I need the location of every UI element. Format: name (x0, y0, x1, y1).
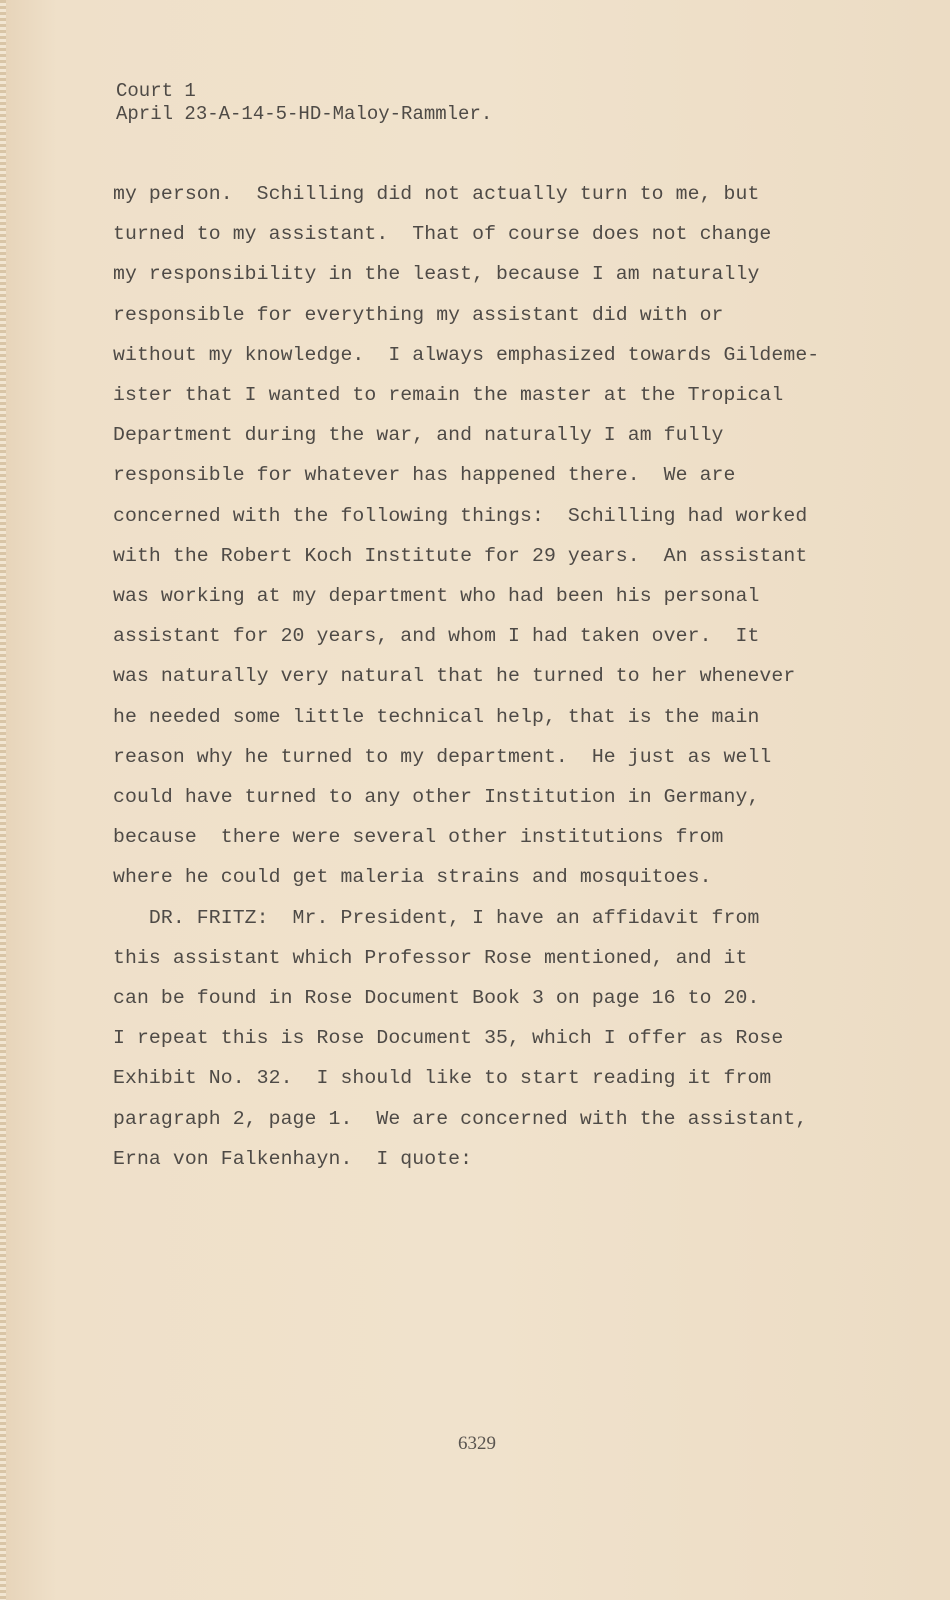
transcript-line: with the Robert Koch Institute for 29 years. An assistant (113, 544, 808, 567)
transcript-line: this assistant which Professor Rose mentioned, and it (113, 946, 748, 969)
transcript-line: DR. FRITZ: Mr. President, I have an affidavit from (113, 906, 760, 929)
court-label: Court 1 (116, 80, 196, 102)
transcript-line: assistant for 20 years, and whom I had taken over. It (113, 625, 760, 648)
transcript-line: was working at my department who had been his personal (113, 585, 760, 607)
transcript-line: reason why he turned to my department. He just as well (113, 745, 772, 768)
transcript-line: can be found in Rose Document Book 3 on page 16 to 20. (113, 987, 760, 1009)
transcript-line: Erna von Falkenhayn. I quote: (113, 1147, 473, 1170)
transcript-line: I repeat this is Rose Document 35, which I offer as Rose (113, 1027, 784, 1050)
transcript-line: ister that I wanted to remain the master at the Tropical (113, 384, 784, 406)
transcript-line: concerned with the following things: Schilling had worked (113, 504, 808, 527)
transcript-line: paragraph 2, page 1. We are concerned with the assistant, (113, 1107, 808, 1130)
transcript-line: because there were several other institutions from (113, 826, 724, 849)
transcript-line: my responsibility in the least, because I am naturally (113, 263, 760, 286)
transcript-line: my person. Schilling did not actually turn to me, but (113, 183, 760, 205)
page-number: 6329 (458, 1433, 496, 1454)
session-reference: April 23-A-14-5-HD-Maloy-Rammler. (116, 103, 493, 125)
transcript-line: he needed some little technical help, that is the main (113, 705, 760, 728)
transcript-line: responsible for everything my assistant did with or (113, 303, 724, 326)
transcript-line: turned to my assistant. That of course does not change (113, 223, 772, 246)
perforated-edge (0, 0, 6, 1600)
transcript-line: Exhibit No. 32. I should like to start reading it from (113, 1067, 772, 1090)
transcript-line: could have turned to any other Institution in Germany, (113, 786, 760, 808)
transcript-line: where he could get maleria strains and mosquitoes. (113, 866, 712, 889)
transcript-line: was naturally very natural that he turned to her whenever (113, 665, 796, 688)
transcript-line: without my knowledge. I always emphasized towards Gildeme- (113, 343, 820, 366)
transcript-line: responsible for whatever has happened there. We are (113, 464, 736, 487)
transcript-line: Department during the war, and naturally I am fully (113, 424, 724, 447)
